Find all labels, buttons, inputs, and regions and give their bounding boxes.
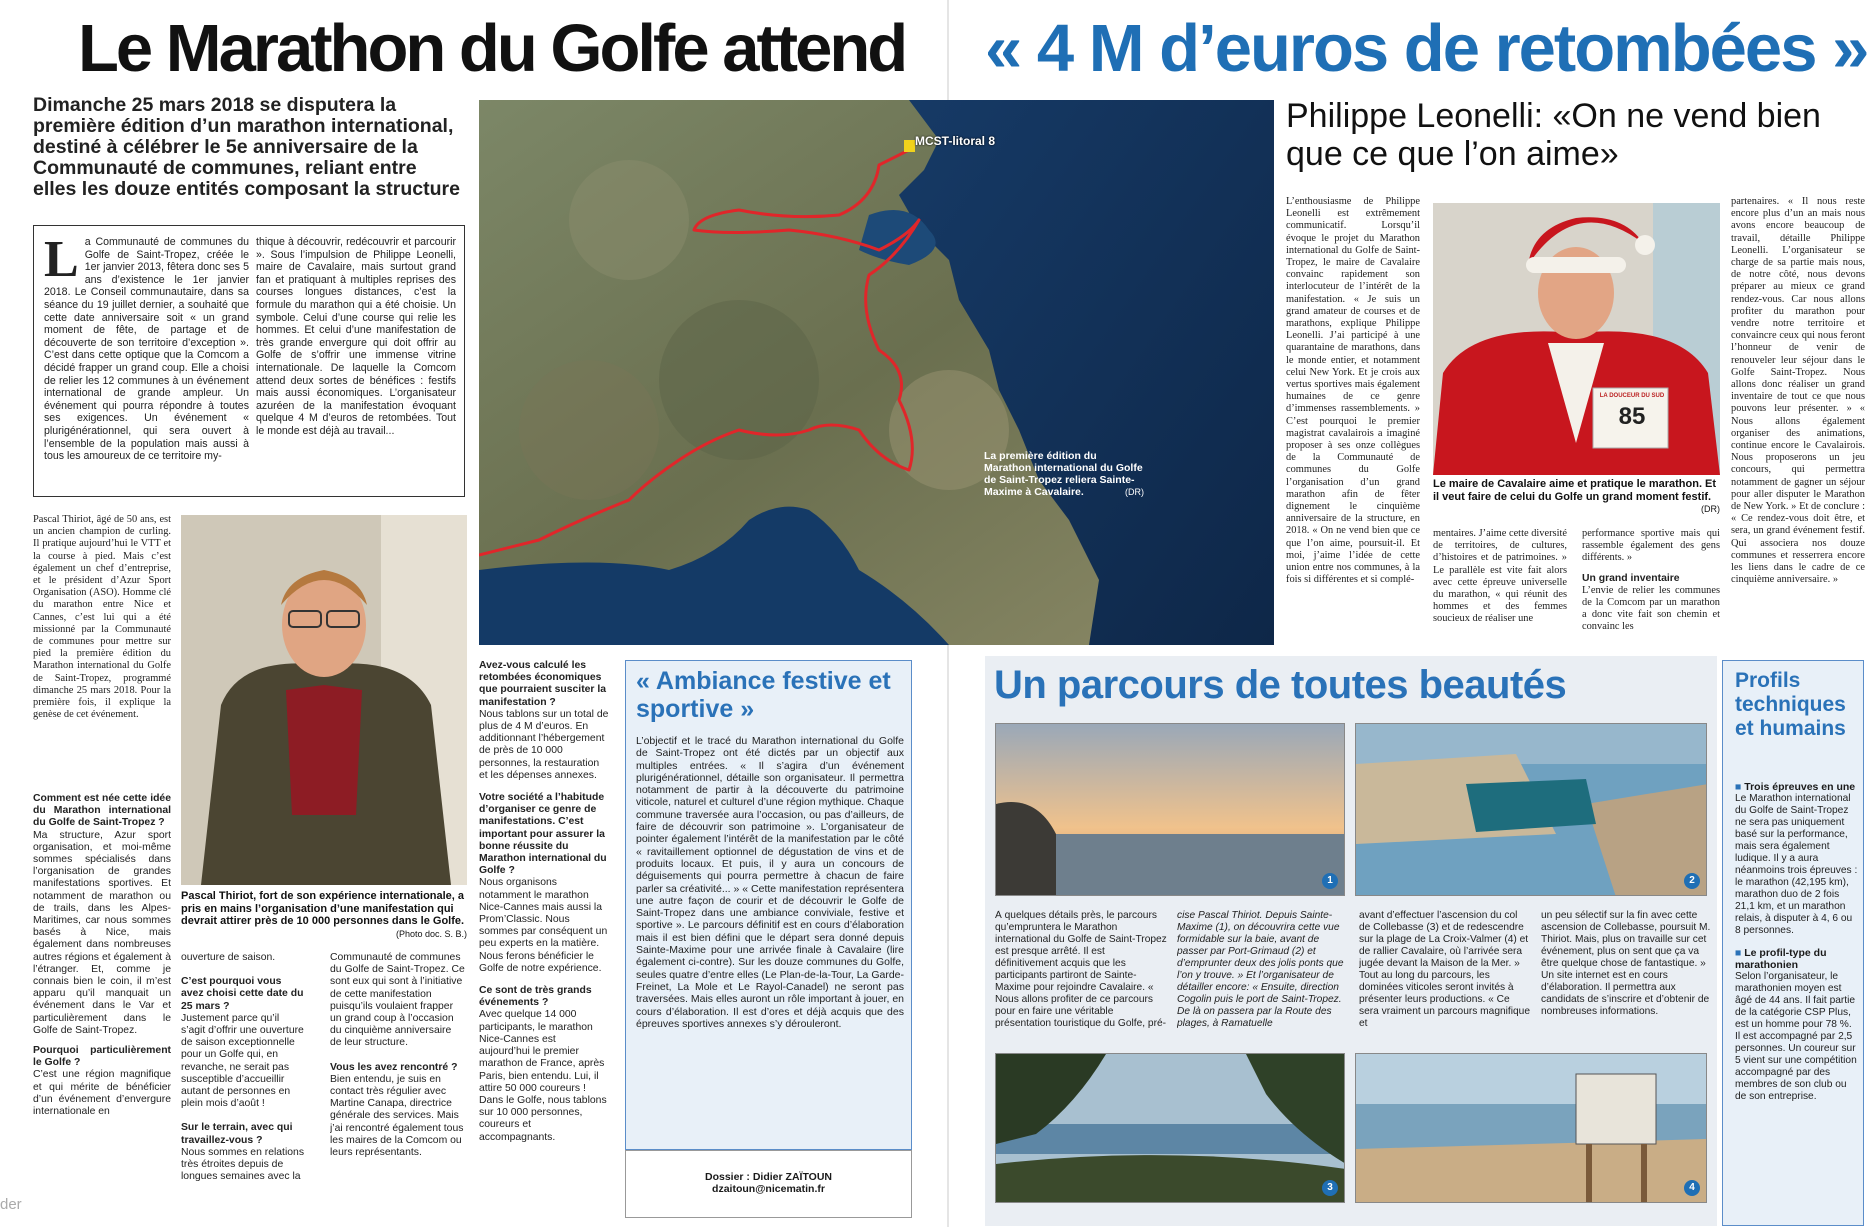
photo-pine-bay — [996, 1054, 1345, 1203]
portrait-illustration — [181, 515, 467, 885]
dossier-credit-box — [625, 1150, 912, 1218]
leonelli-col1: L’enthousiasme de Philippe Leonelli est extrêmement communicatif. Lorsqu’il évoque le projet du Marathon international du Golfe de Saint-Tropez, le maire de Cavalaire convainc rapidement son interlocuteur de l’intérêt de la manifestation. « Je suis un grand amateur de courses et de marathons, explique Philippe Leonelli. J’ai participé à une quarantaine de marathons, dans le monde entier, et notamment celui New York. Et je crois aux vertus sportives mais également humaines de ce genre d’immenses rassemblements. » C’est pourquoi le premier magistrat cavalairois a imaginé proposer à ses onze collègues de la Communauté de communes du Golfe l’organisation d’un grand marathon afin de fêter dignement le cinquième anniversaire de la structure, en 2018. « On ne vend bien que ce que l’on aime, poursuit-il. Et moi, j’aime l’idée de cette union entre nos communes, à la fois si différentes et si complé- — [1286, 196, 1420, 586]
photo-bay-sunset — [996, 724, 1345, 896]
dossier-email: dzaitoun@nicematin.fr — [712, 1183, 825, 1195]
left-headline: Le Marathon du Golfe attend — [78, 11, 906, 86]
intro-box — [33, 225, 465, 497]
santa-caption — [1433, 478, 1720, 516]
answer: C’est une région magnifique et qui mérite de bénéficier d’un événement d’envergure internationale en — [33, 1069, 171, 1118]
footer-fragment: der — [0, 1196, 22, 1213]
portrait-caption-text: Pascal Thiriot, fort de son expérience internationale, a pris en mains l’organisation d’une manifestation qui devrait attirer près de 10 000 personnes dans le Golfe. — [181, 890, 465, 927]
answer: Bien entendu, je suis en contact très régulier avec Martine Canapa, directrice générale des services. Mais j’ai rencontré également tous les maires de la Comcom ou leurs représentants. — [330, 1073, 464, 1159]
profils-sidebar — [1722, 660, 1864, 1226]
interview-col-b — [181, 952, 306, 1227]
parcours-photo-4 — [1355, 1053, 1707, 1203]
photo-beach-panel — [1356, 1054, 1707, 1203]
profils-heading-2-text: Le profil-type du marathonien — [1735, 947, 1827, 971]
profils-text-2: Selon l’organisateur, le marathonien moyen est âgé de 44 ans. Il fait partie de la catégorie CSP Plus, est un homme pour 78 %. Il est accompagné par 2,5 personnes. Un coureur sur 5 vient sur une compétition accompagné par des membres de son club ou de son entreprise. — [1735, 971, 1857, 1102]
interview-col-c — [330, 952, 465, 1227]
leonelli-col2: mentaires. J’aime cette diversité de territoires, de cultures, d’histoires et de patrimoines. » Le parallèle est vite fait alors avec cette épreuve universelle du marathon, « qui réunit des hommes et des femmes soucieux de réaliser une — [1433, 528, 1567, 625]
race-bib-number: 85 — [1618, 403, 1646, 430]
question: Comment est née cette idée du Marathon international du Golfe de Saint-Tropez ? — [33, 793, 171, 829]
right-headline: « 4 M d’euros de retombées » — [985, 11, 1867, 86]
parcours-col4: un peu sélectif sur la fin avec cette ascension de Collebasse, poursuit M. Thiriot. Mais, plus on travaille sur cet événement, plus on sent que ça va être quelque chose de fantastique. » Un site internet est en cours d’élaboration. Il permettra aux candidats de s’inscrire et d’obtenir de nombreuses informations. — [1541, 910, 1711, 1017]
profils-text-1: Le Marathon international du Golfe de Saint-Tropez ne sera pas uniquement basé sur la performance, mais sera également ludique. Il y a aura néanmoins trois épreuves : le marathon (42,195 km), marathon duo de 2 fois 21,1 km, et un marathon relais, à disputer à 4, 6 ou 8 personnes. — [1735, 793, 1858, 936]
answer: Avec quelque 14 000 participants, le marathon Nice-Cannes est aujourd’hui le premier marathon de France, après Paris, bien entendu. Lui, il attire 50 000 coureurs ! Dans le Golfe, nous tablons sur 10 000 personnes, coureurs et accompagnants. — [479, 1009, 607, 1143]
portrait-credit: (Photo doc. S. B.) — [395, 928, 467, 939]
parcours-photo-1 — [995, 723, 1345, 896]
photo-number-badge: 4 — [1684, 1180, 1700, 1196]
intro-box-col1-text: a Communauté de communes du Golfe de Saint-Tropez, créée le 1er janvier 2013, fêtera donc ses 5 ans d’existence le 1er janvier 2018. Le Conseil communautaire, dans sa séance du 19 juillet dernier, a souhaité que cette date anniversaire soit « un grand moment de fête, de partage et de découverte de son territoire d’exception ». C’est dans cette optique que la Comcom a décidé frapper un grand coup. Elle a choisi de relier les 12 communes à un événement international de grande ampleur. Un événement qui pourra répondre à toutes ses exigences. Un événement « plurigénérationnel, qui sera ouvert à l’ensemble de la population mais aussi à tous les amoureux de ce territoire my- — [44, 236, 249, 463]
profils-body — [1735, 781, 1859, 1103]
intro-text: Dimanche 25 mars 2018 se disputera la première édition d’un marathon international, destiné à célébrer le 5e anniversaire de la Communauté de communes, reliant entre elles les douze entités composant la structure — [33, 94, 460, 200]
map-credit: (DR) — [1125, 487, 1144, 497]
answer: Nous sommes en relations très étroites depuis de longues semaines avec la — [181, 1146, 305, 1183]
parcours-col1: À quelques détails près, le parcours qu’empruntera le Marathon international du Golfe de Saint-Tropez est presque arrêté. Il est définitivement acquis que les participants partiront de Sainte-Maxime pour rejoindre Cavalaire. « Nous allons profiter de ce parcours pour en faire une véritable présentation touristique du Golfe, pré- — [995, 910, 1167, 1029]
santa-illustration — [1433, 203, 1720, 475]
question: Vous les avez rencontré ? — [330, 1061, 458, 1073]
right-subhead: Philippe Leonelli: «On ne vend bien que ce que l’on aime» — [1286, 97, 1821, 173]
leonelli-col3-text: performance sportive mais qui rassemble également des gens différents. » — [1582, 528, 1720, 564]
map-illustration — [479, 100, 1274, 645]
answer: Communauté de communes du Golfe de Saint-Tropez. Ce sont eux qui sont à l’initiative de cette manifestation puisqu’ils voulaient frapper un grand coup à l’occasion du cinquième anniversaire de leur structure. — [330, 952, 465, 1049]
map-caption-text: La première édition du Marathon international du Golfe de Saint-Tropez reliera Sainte-Maxime à Cavalaire. — [984, 450, 1143, 498]
profils-heading-1-text: Trois épreuves en une — [1744, 781, 1856, 793]
answer: Nous organisons notamment le marathon Nice-Cannes mais aussi la Prom’Classic. Nous sommes par conséquent un peu experts en la matière. Nous ferons bénéficier le Golfe de notre expérience. — [479, 877, 608, 974]
map-caption — [984, 450, 1144, 498]
question: C’est pourquoi vous avez choisi cette date du 25 mars ? — [181, 976, 304, 1012]
parcours-photo-3 — [995, 1053, 1345, 1203]
portrait-caption — [181, 890, 467, 940]
question: Avez-vous calculé les retombées économiques que pourraient susciter la manifestation ? — [479, 660, 607, 708]
interview-intro: Pascal Thiriot, âgé de 50 ans, est un ancien champion de curling. Il pratique aujourd’hui le VTT et la course à pied. Mais c’est également un chef d’entreprise, et le président d’Azur Sport Organisation (ASO). Homme clé du marathon entre Nice et Cannes, c’est lui qui a été missionné par la Communauté de communes pour mettre sur pied la première édition du Marathon international du Golfe de Saint-Tropez, programmé dimanche 25 mars 2018. Pour la première fois, il explique la genèse de cet événement. — [33, 514, 171, 721]
profils-heading-2 — [1735, 947, 1859, 971]
parcours-col2: cise Pascal Thiriot. Depuis Sainte-Maxime (1), on découvrira cette vue formidable sur la baie, avant de passer par Port-Grimaud (2) et d’emprunter deux des jolis ponts que l’on y trouve. » Et l’organisateur de détailler encore: « Ensuite, direction Cogolin puis le port de Saint-Tropez. De là on passera par la Route des plages, à Ramatuelle — [1177, 910, 1344, 1029]
leonelli-col3-text-b: L’envie de relier les communes de la Comcom par un marathon a donc vite fait son chemin et convainc les — [1582, 584, 1720, 633]
photo-number-badge: 2 — [1684, 873, 1700, 889]
answer: Ma structure, Azur sport organisation, et moi-même sommes spécialisés dans l’organisation de grandes manifestations sportives. Et notamment de marathon ou de trails, dans les Alpes-Maritimes, car nous sommes basés à Nice, mais également dans nombreuses autres régions et également à l’étranger. Et, comme je connais bien le coin, il m’est apparu qu’il manquait un événement dans le Var et particulièrement dans le Golfe de Saint-Tropez. — [33, 829, 171, 1036]
santa-credit: (DR) — [1701, 504, 1720, 514]
map-marker-label: MCST-litoral 8 — [915, 134, 996, 148]
question: Votre société a l’habitude d’organiser ce genre de manifestations. C’est important pour assurer la bonne réussite du Marathon international du Golfe ? — [479, 792, 607, 877]
square-bullet-icon: ■ — [1735, 947, 1745, 959]
photo-leonelli-santa — [1433, 203, 1720, 475]
photo-number-badge: 1 — [1322, 873, 1338, 889]
interview-col-a — [33, 793, 171, 1227]
answer: Justement parce qu’il s’agit d’offrir une ouverture de saison exceptionnelle pour un Golfe qui, en revanche, ne serait pas susceptible d’accueillir autant de personnes en plein mois d’août ! — [181, 1012, 304, 1110]
question: Ce sont de très grands événements ? — [479, 985, 592, 1009]
question: Pourquoi particulièrement le Golfe ? — [33, 1045, 171, 1069]
section-heading-inventaire: Un grand inventaire — [1582, 572, 1680, 584]
interview-col-d — [479, 660, 609, 1227]
profils-heading-1 — [1735, 781, 1859, 793]
photo-port-grimaud — [1356, 724, 1707, 896]
ambiance-text: L’objectif et le tracé du Marathon international du Golfe de Saint-Tropez ont été dictés par un objectif aux multiples entrées. « Il s’agira d’un événement plurigénérationnel, détaille son organisateur. Il permettra notamment de partir à la découverte du patrimoine viticole, naturel et culturel d’une région mythique. Chaque commune traversée aura l’occasion, ou pas d’ailleurs, de faire de découvrir son patrimoine ». L’organisateur de pointer également l’intérêt de la manifestation par le côté « ravitaillement optionnel de dégustation de vins et de produits locaux. Et puis, il y aura un concours de déguisements qui pourra permettre à chacun de faire parler sa créativité... » « Cette manifestation représentera une autre façon de courir et de découvrir le Golfe de Saint-Tropez dans une ambiance conviviale, festive et sportive ». Le parcours définitif est en cours d’élaboration mais il est bien défini que le départ sera donné depuis Sainte-Maxime pour une arrivée finale à Cavalaire (lire également ci-contre). Sur les douze communes du Golfe, seules quatre d’entre elles (Le Plan-de-la-Tour, La Garde-Freinet, La Mole et Le Rayol-Canadel) ne seront pas traversées. Mais elles auront un rôle important à jouer, en cours d’élaboration. Il est d’ores et déjà acquis que des épreuves sportives annexes s’y dérouleront. — [636, 735, 904, 1030]
photo-number-badge: 3 — [1322, 1180, 1338, 1196]
question: Sur le terrain, avec qui travaillez-vous ? — [181, 1122, 293, 1146]
profils-title: Profils techniques et humains — [1735, 669, 1846, 740]
parcours-title: Un parcours de toutes beautés — [994, 663, 1567, 707]
intro-box-col1 — [44, 236, 249, 491]
dossier-label: Dossier : Didier ZAÏTOUN — [705, 1171, 832, 1183]
answer: ouverture de saison. — [181, 952, 276, 963]
race-bib-text: LA DOUCEUR DU SUD — [1599, 393, 1665, 399]
intro-box-col2: thique à découvrir, redécouvrir et parcourir ». Sous l’impulsion de Philippe Leonelli, maire de Cavalaire, mais surtout grand fan et pratiquant à multiples reprises des courses longues distances, c’est la formule du marathon qui a été choisie. Un symbole. Celui d’une course qui relie les hommes. Et celui d’une manifestation de très grande envergure qui doit offrir au Golfe de s’offrir une immense vitrine internationale. De laquelle la Comcom attend deux sortes de bénéfices : festifs mais aussi économiques. L’organisateur azuréen de la manifestation évoquant quelque 4 M d’euros de retombées. Tout le monde est déjà au travail... — [256, 236, 456, 437]
ambiance-sidebar — [625, 660, 912, 1150]
parcours-photo-2 — [1355, 723, 1707, 896]
dropcap-letter: L — [44, 236, 79, 288]
satellite-route-map — [479, 100, 1274, 645]
leonelli-col4: partenaires. « Il nous reste encore plus d’un an mais nous avons encore beaucoup de travail, détaille Philippe Leonelli. L’organisateur se charge de sa partie mais nous, de notre côté, nous devons préparer au mieux ce grand rendez-vous. Car nous allons profiter du marathon pour vendre notre territoire et convaincre ceux qui nous feront l’honneur de venir de renouveler leur séjour dans le Golfe Saint-Tropez. Nous allons donc réaliser un grand inventaire de tout ce que nous pouvons leur présenter. » « Nous allons également organiser des animations, continue encore le Cavalairois. Nous proposerons un jeu concours, qui permettra notamment de gagner un séjour pour aller disputer le Marathon de New York. » Et de conclure : « Ce rendez-vous doit être, et sera, un grand événement festif. Qui associera nos douze communes et resserrera encore les liens dans le cadre de ce cinquième anniversaire. » — [1731, 196, 1865, 586]
answer: Nous tablons sur un total de plus de 4 M d’euros. En additionnant l’hébergement de près de 10 000 personnes, la restauration et les dépenses annexes. — [479, 708, 609, 781]
ambiance-title: « Ambiance festive et sportive » — [636, 667, 891, 723]
parcours-col3: avant d’effectuer l’ascension du col de Collebasse (3) et de redescendre sur la plage de La Croix-Valmer (4) et de rallier Cavalaire, où l’arrivée sera jugée devant la Maison de la Mer. » Tout au long du parcours, les dominées viticoles seront invités à présenter leurs productions. « Ce sera vraiment un parcours magnifique et — [1359, 910, 1531, 1029]
leonelli-col3 — [1582, 528, 1720, 650]
santa-caption-text: Le maire de Cavalaire aime et pratique le marathon. Et il veut faire de celui du Golfe un grand moment festif. — [1433, 478, 1717, 503]
square-bullet-icon: ■ — [1735, 781, 1745, 793]
portrait-photo-pascal-thiriot — [181, 515, 467, 885]
